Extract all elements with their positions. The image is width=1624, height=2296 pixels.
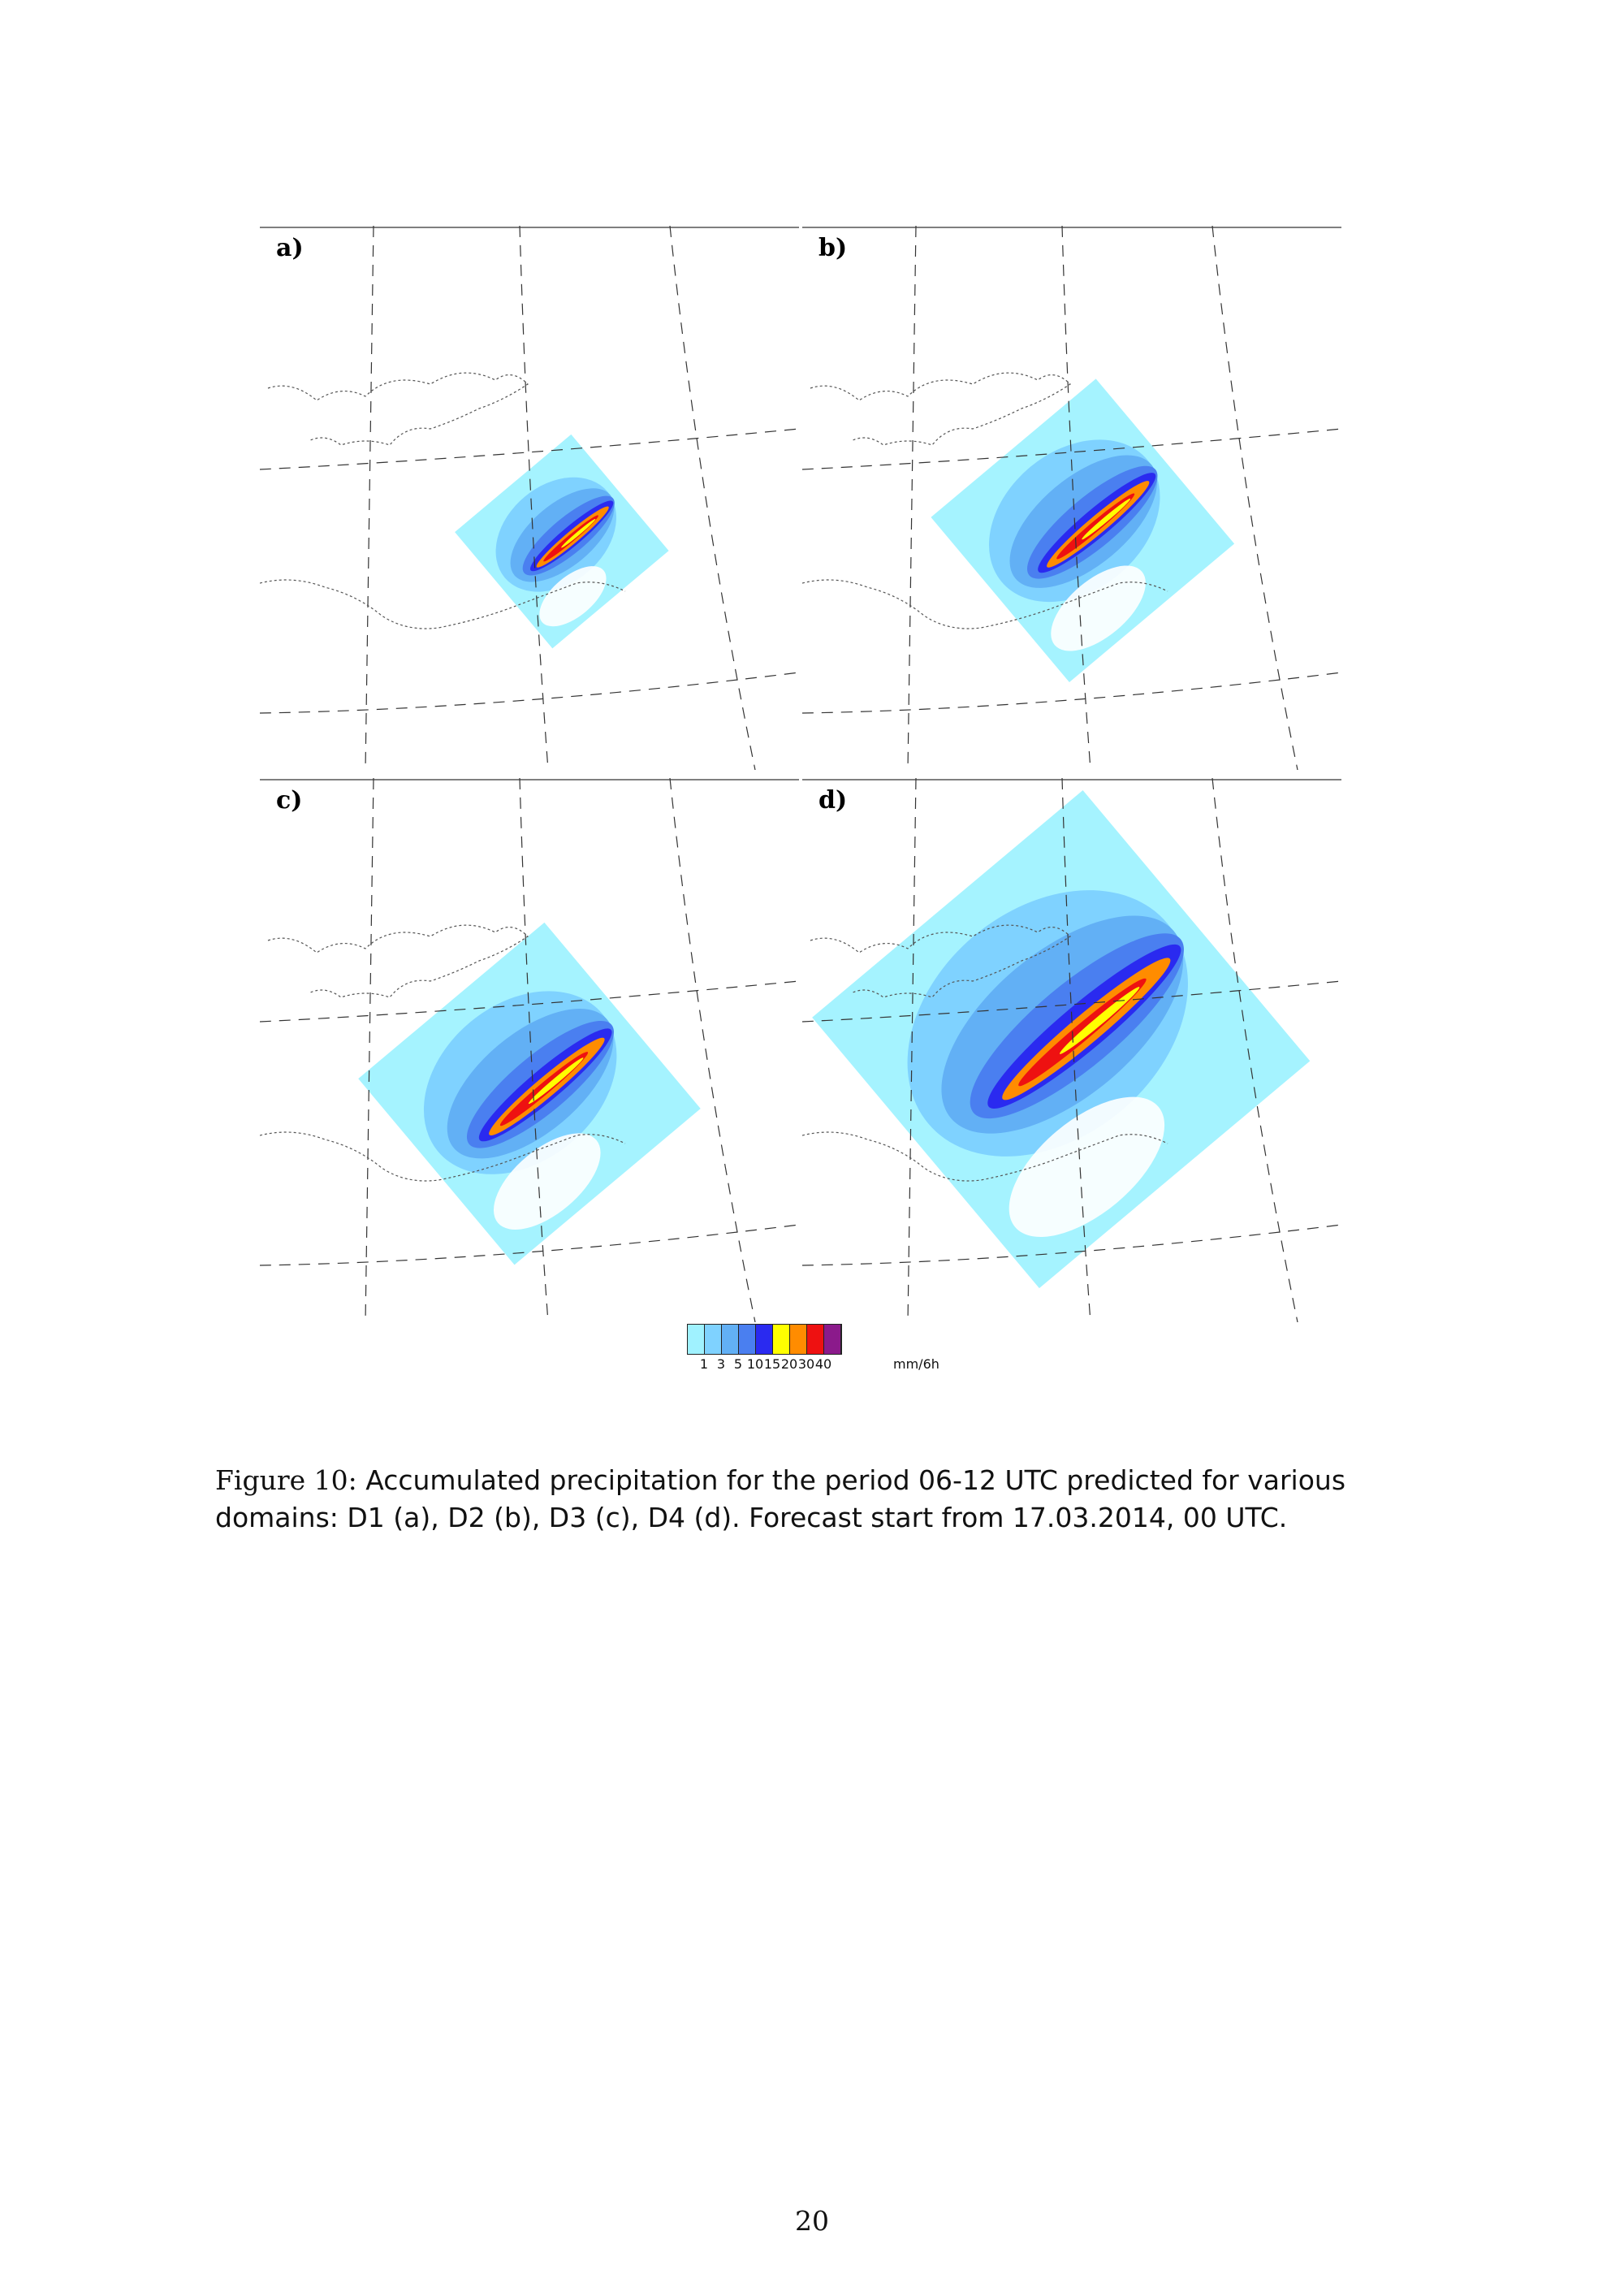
graticule-meridian — [365, 778, 374, 1322]
caption-text: Accumulated precipitation for the period 06-12 UTC predicted for various domains: D1 (a), D2 (b), D3 (c), D4 (d). Forecast start from 17.03.2014, 00 UTC. — [215, 1464, 1346, 1533]
precipitation-field — [931, 378, 1234, 682]
panel-label-b: b) — [818, 234, 848, 262]
legend-unit: mm/6h — [893, 1356, 939, 1372]
map-panel-a — [260, 226, 799, 770]
precipitation-map-c — [260, 778, 799, 1322]
figure-10 — [260, 226, 1348, 1379]
graticule-meridian — [1212, 226, 1298, 770]
legend-tick-label: 15 — [763, 1356, 781, 1372]
precipitation-map-d — [802, 778, 1341, 1322]
legend-swatch — [773, 1325, 790, 1354]
page-number: 20 — [795, 2205, 829, 2237]
legend-swatch — [688, 1325, 705, 1354]
legend-tick-label: 5 — [733, 1356, 743, 1372]
precipitation-field — [812, 790, 1310, 1288]
map-panel-c — [260, 778, 799, 1322]
panel-label-a: a) — [276, 234, 304, 262]
graticule-parallel — [260, 672, 799, 713]
legend-swatch — [756, 1325, 773, 1354]
legend-tick-label: 40 — [814, 1356, 832, 1372]
legend-tick-label: 3 — [716, 1356, 726, 1372]
legend-tick-label: 20 — [780, 1356, 798, 1372]
panel-label-c: c) — [276, 786, 303, 815]
graticule-meridian — [670, 778, 755, 1322]
precipitation-legend — [687, 1324, 979, 1381]
coastline — [268, 373, 528, 445]
map-panel-d — [802, 778, 1341, 1322]
panel-label-d: d) — [818, 786, 848, 815]
precipitation-field — [358, 923, 701, 1265]
legend-swatch — [739, 1325, 756, 1354]
legend-tick-label: 1 — [699, 1356, 709, 1372]
figure-caption — [215, 1462, 1417, 1537]
caption-label: Figure 10: — [215, 1464, 357, 1496]
precipitation-map-a — [260, 226, 799, 770]
legend-tick-label: 10 — [746, 1356, 764, 1372]
legend-tick-label: 30 — [797, 1356, 815, 1372]
legend-swatch — [790, 1325, 807, 1354]
legend-swatch — [722, 1325, 739, 1354]
legend-swatch — [807, 1325, 824, 1354]
graticule-meridian — [365, 226, 374, 770]
precipitation-map-b — [802, 226, 1341, 770]
map-panel-b — [802, 226, 1341, 770]
graticule-meridian — [908, 226, 916, 770]
legend-swatch — [705, 1325, 722, 1354]
legend-color-bar — [687, 1324, 842, 1355]
graticule-meridian — [670, 226, 755, 770]
legend-swatch — [824, 1325, 841, 1354]
